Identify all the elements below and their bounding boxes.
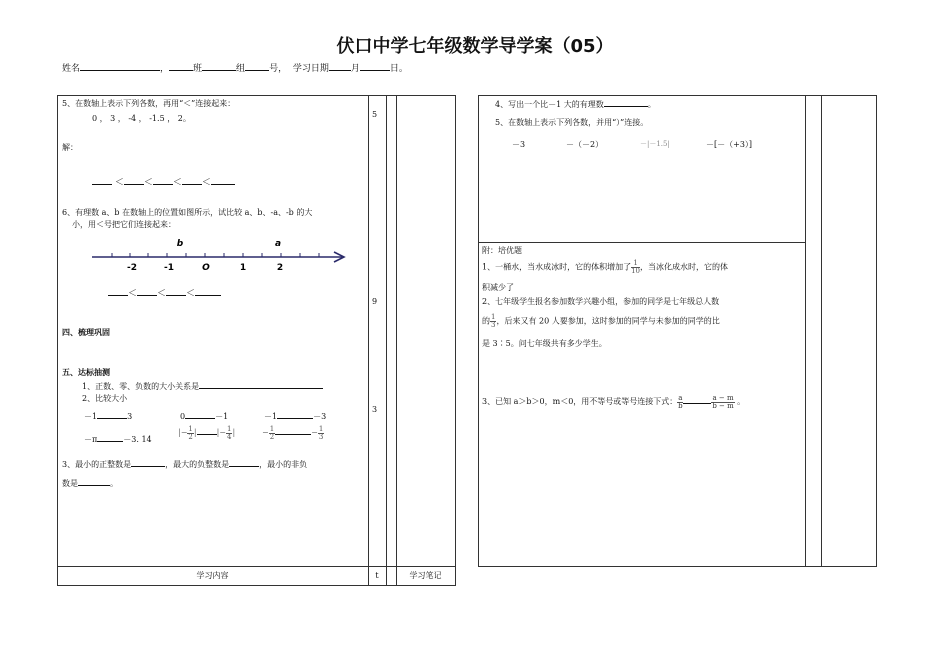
compare-row-2c: − $\frac{1}{2}$ − $\frac{1}{3}$	[262, 424, 324, 441]
numberline-label-a: a	[274, 239, 282, 249]
s5-item-2: 2、比较大小	[82, 394, 128, 403]
comma: ，	[160, 64, 170, 74]
s5-item-1: 1、正数、零、负数的大小关系是	[82, 379, 323, 392]
compare-row-2a: －π －3. 14	[84, 432, 152, 445]
numberline-tick--1: -1	[164, 263, 174, 273]
numberline-tick--2: -2	[127, 263, 137, 273]
compare-row-1c: －1 －3	[264, 409, 326, 422]
right-q5-item-4: －[－（+3）]	[706, 140, 753, 149]
compare-row-2b: |− $\frac{1}{2}$ | |− $\frac{1}{4}$ |	[178, 424, 236, 441]
day-label: 日。	[389, 64, 408, 74]
section-5-heading: 五、达标抽测	[62, 367, 110, 377]
numberline-origin: O	[202, 263, 210, 273]
time-cell-2: 9	[372, 297, 378, 306]
compare-row-1: －1 3	[84, 409, 132, 422]
problem-3: 3、已知 a＞b＞0，m＜0，用不等号或等号连接下式： $\frac{a}{b}$ $\frac{a - m}{b - m}$ 。	[482, 393, 746, 410]
right-q5-item-2: －（－2）	[566, 140, 604, 149]
left-q5-answer-blanks[interactable]: ＜ ＜ ＜ ＜	[92, 175, 235, 189]
left-q6-answer-blanks[interactable]: ＜ ＜ ＜	[108, 286, 221, 300]
left-q6-text-2: 小，用＜号把它们连接起来：	[72, 220, 176, 229]
right-q4: 4、写出一个比－1 大的有理数 。	[495, 97, 656, 110]
right-q4-blank[interactable]	[604, 97, 648, 107]
compare-row-1b: 0 －1	[180, 409, 228, 422]
footer-t: t	[375, 571, 379, 580]
problem-2-line2: 的 $\frac{1}{3}$ ，后来又有 20 人要参加，这时参加的同学与未参加的同学的比	[482, 313, 720, 329]
section-4-heading: 四、梳理巩固	[62, 327, 110, 337]
left-q6-text-1: 6、有理数 a、b 在数轴上的位置如图所示，试比较 a、b、-a、-b 的大	[62, 208, 313, 217]
number-label: 号，	[269, 64, 288, 74]
s5-item-1-blank[interactable]	[199, 379, 323, 389]
s5-item-3-line2: 数是 。	[62, 476, 118, 489]
number-line	[90, 234, 350, 274]
time-cell-1: 5	[372, 110, 378, 119]
time-cell-3: 3	[372, 405, 378, 414]
month-label: 月	[350, 64, 360, 74]
month-blank[interactable]	[329, 61, 351, 71]
problem-1-line1: 1、一桶水，当水成冰时，它的体积增加了 $\frac{1}{10}$ ，当冰化成水时，它的体	[482, 259, 729, 275]
group-label: 组	[236, 64, 246, 74]
problem-2-line3: 是 3∶5。问七年级共有多少学生。	[482, 339, 607, 348]
left-q5-jie: 解：	[62, 143, 78, 152]
day-blank[interactable]	[360, 61, 390, 71]
right-q5: 5、在数轴上表示下列各数，并用“）”连接。	[495, 118, 649, 127]
group-blank[interactable]	[202, 61, 236, 71]
footer-study-notes: 学习笔记	[409, 571, 442, 580]
problem-1-line2: 积减少了	[482, 283, 514, 292]
numberline-label-b: b	[176, 239, 184, 249]
page-title: 伏口中学七年级数学导学案（05）	[336, 36, 614, 57]
class-label: 班	[193, 64, 203, 74]
numberline-tick-2: 2	[276, 263, 284, 273]
right-q5-item-3: －|－1.5|	[640, 140, 670, 148]
left-q5-text: 5、在数轴上表示下列各数，再用“＜”连接起来：	[62, 99, 236, 108]
number-blank[interactable]	[245, 61, 269, 71]
problem-3-blank[interactable]	[683, 394, 711, 404]
student-info-line	[62, 61, 408, 75]
date-label: 学习日期	[292, 64, 329, 74]
numberline-tick-1: 1	[239, 263, 247, 273]
name-label: 姓名	[62, 64, 81, 74]
name-blank[interactable]	[80, 61, 160, 71]
problem-2-line1: 2、七年级学生报名参加数学兴趣小组，参加的同学是七年级总人数	[482, 297, 720, 306]
left-q5-numbers: 0 ， 3 ， -4 ， -1.5 ， 2。	[92, 114, 191, 123]
appendix-title: 附：培优题	[482, 246, 522, 255]
class-blank[interactable]	[169, 61, 193, 71]
s5-item-3-line1: 3、最小的正整数是 ，最大的负整数是 ，最小的非负	[62, 457, 307, 470]
footer-study-content: 学习内容	[196, 571, 229, 580]
right-q5-item-1: －3	[512, 140, 526, 149]
